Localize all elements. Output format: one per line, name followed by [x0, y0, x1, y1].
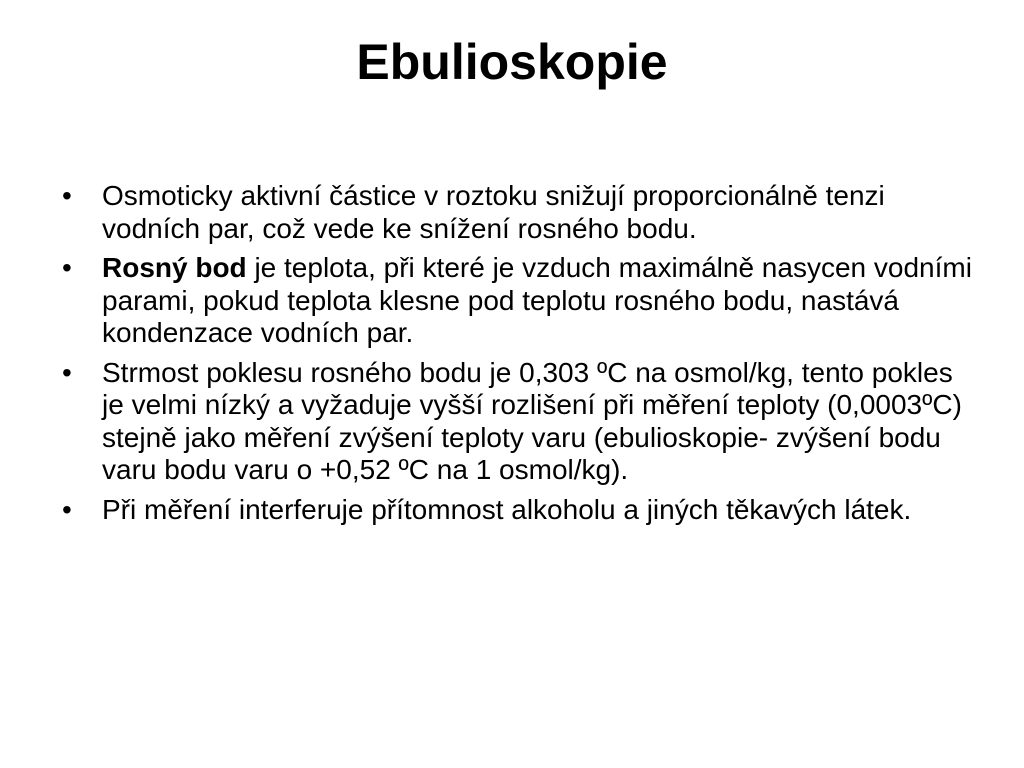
bullet-text: Při měření interferuje přítomnost alkoholu a jiných těkavých látek.	[102, 493, 912, 525]
bullet-item	[60, 252, 980, 350]
bullet-dot-icon: •	[62, 356, 72, 388]
slide-title: Ebulioskopie	[356, 34, 668, 90]
bullet-dot-icon: •	[62, 180, 72, 211]
bullet-term: Rosný bod	[102, 252, 247, 283]
bullet-dot-icon: •	[62, 493, 72, 525]
bullet-item	[60, 357, 980, 487]
bullet-dot-icon: •	[62, 252, 72, 283]
bullet-item	[60, 180, 980, 245]
bullet-list	[60, 180, 980, 533]
bullet-text: Strmost poklesu rosného bodu je 0,303 ºC na osmol/kg, tento pokles je velmi nízký a vyžaduje vyšší rozlišení při měření teploty (0,0003ºC) stejně jako měření zvýšení teploty varu (ebulioskopie- zvýšení bodu varu bodu varu o +0,52 ºC na 1 osmol/kg).	[102, 356, 962, 485]
bullet-text: je teplota, při které je vzduch maximálně nasycen vodními parami, pokud teplota klesne pod teplotu rosného bodu, nastává kondenzace vodních par.	[102, 252, 972, 348]
bullet-text: Osmoticky aktivní částice v roztoku snižují proporcionálně tenzi vodních par, což vede ke snížení rosného bodu.	[102, 180, 885, 244]
bullet-item	[60, 494, 980, 527]
